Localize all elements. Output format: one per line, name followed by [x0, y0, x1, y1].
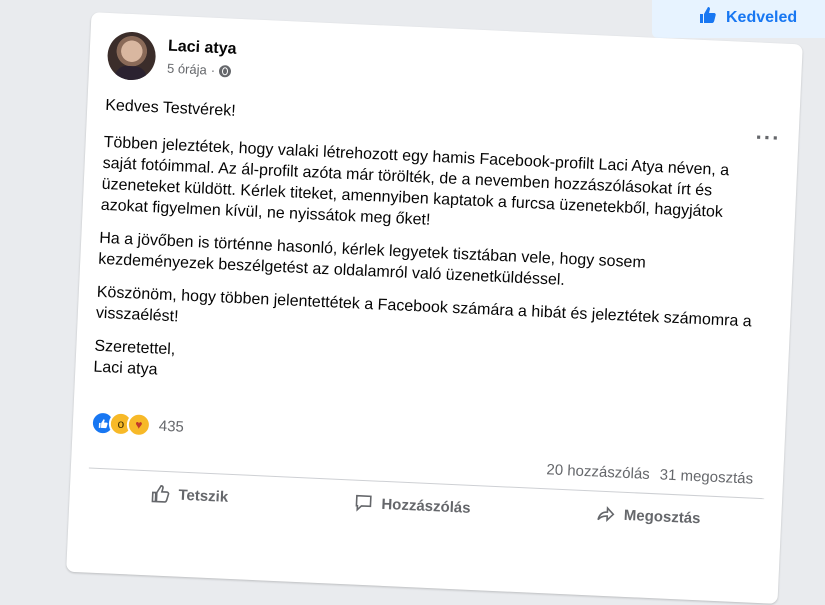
reaction-count: 435	[158, 417, 185, 436]
share-button[interactable]	[595, 496, 701, 537]
thumbs-up-icon	[150, 483, 171, 504]
more-icon[interactable]: ···	[755, 124, 782, 151]
wow-reaction-icon: o	[108, 411, 133, 436]
page-like-label: Kedveled	[726, 9, 798, 26]
meta-separator: ·	[210, 62, 216, 78]
comment-label: Hozzászólás	[381, 495, 471, 517]
post-paragraph: Köszönöm, hogy többen jelentettétek a Facebook számára a hibát és jeleztétek számomra a visszaélést!	[95, 283, 753, 331]
post-paragraph: Kedves Testvérek!	[104, 96, 237, 120]
share-count[interactable]: 31 megosztás	[659, 466, 754, 488]
care-reaction-icon: ♥	[126, 412, 151, 437]
post-text	[93, 95, 765, 408]
thumbs-up-icon	[698, 5, 718, 25]
post-closing: Szeretettel,	[94, 337, 176, 359]
comment-icon	[353, 493, 374, 514]
post-card	[66, 12, 803, 604]
comment-button[interactable]	[353, 485, 472, 526]
post-paragraph: Többen jeleztétek, hogy valaki létrehozott egy hamis Facebook-profilt Laci Atya néven, a saját fotóimmal. Az ál-profilt azóta már törölték, de a nevemben hozzászólásokat írt és üzeneteket küldött. Kérlek titeket, amennyiben kaptatok a furcsa üzenetekből, hagyjátok azokat figyelmen kívül, ne nyissátok meg őket!	[100, 133, 730, 229]
comment-count[interactable]: 20 hozzászólás	[546, 461, 651, 483]
globe-icon	[219, 65, 232, 78]
reactions-summary[interactable]	[90, 411, 184, 439]
post-paragraph: Ha a jövőben is történne hasonló, kérlek legyetek tisztában vele, hogy sosem kezdeményezek beszélgetést az oldalamról való üzenetküldéssel.	[97, 229, 647, 289]
share-icon	[595, 504, 616, 525]
share-label: Megosztás	[623, 506, 701, 527]
author-name[interactable]: Laci atya	[167, 37, 237, 58]
post-stats	[546, 461, 753, 487]
avatar[interactable]	[107, 31, 157, 81]
post-meta	[167, 61, 232, 79]
like-button[interactable]	[150, 475, 229, 514]
post-signature: Laci atya	[93, 358, 158, 379]
like-label: Tetszik	[178, 486, 229, 506]
post-time[interactable]: 5 órája	[166, 60, 208, 78]
